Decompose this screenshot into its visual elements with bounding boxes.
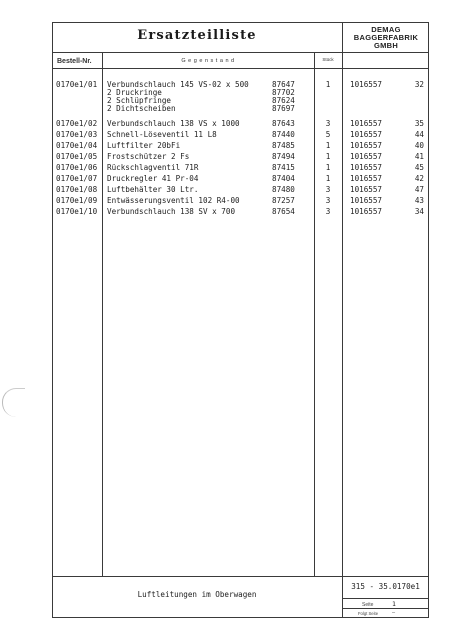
row-description: Schnell-Löseventil 11 L8 [107,130,217,139]
row-part-code: 87257 [272,196,295,205]
footer-doc-number: 315 - 35.0170e1 [351,582,420,591]
row-order-number: 0170e1/08 [56,185,98,194]
row-order-number: 0170e1/05 [56,152,98,161]
row-quantity: 3 [325,185,331,194]
row-reference: 1016557 [350,174,383,183]
row-position: 32 [414,80,424,89]
row-quantity: 1 [325,80,331,89]
row-reference: 1016557 [350,80,383,89]
row-position: 40 [414,141,424,150]
row-reference: 1016557 [350,152,383,161]
footer-seite-line [342,598,429,599]
footer-folgt-label: Folgt Seite [358,611,379,616]
row-order-number: 0170e1/04 [56,141,98,150]
footer-top-line [52,576,429,577]
row-position: 47 [414,185,424,194]
footer-description: Luftleitungen im Oberwagen [137,590,257,599]
sub-item-code: 87624 [272,96,295,105]
row-quantity: 1 [325,174,331,183]
row-position: 35 [414,119,424,128]
row-description: Luftbehälter 30 Ltr. [107,185,199,194]
footer-seite-label: Seite [362,602,374,608]
row-order-number: 0170e1/06 [56,163,98,172]
row-quantity: 3 [325,119,331,128]
row-part-code: 87654 [272,207,295,216]
header-bottom-line [52,52,429,53]
row-quantity: 3 [325,207,331,216]
row-quantity: 3 [325,196,331,205]
row-part-code: 87647 [272,80,295,89]
row-quantity: 1 [325,152,331,161]
col-divider-nr [102,52,103,576]
row-order-number: 0170e1/07 [56,174,98,183]
logo-line-1: DEMAG [371,25,401,34]
row-reference: 1016557 [350,185,383,194]
row-part-code: 87415 [272,163,295,172]
row-position: 44 [414,130,424,139]
row-description: Rückschlagventil 71R [107,163,199,172]
row-description: Verbundschlauch 145 VS-02 x 500 [107,80,249,89]
row-description: Verbundschlauch 138 VS x 1000 [107,119,240,128]
row-reference: 1016557 [350,119,383,128]
row-reference: 1016557 [350,163,383,172]
row-reference: 1016557 [350,207,383,216]
row-order-number: 0170e1/10 [56,207,98,216]
sub-item-description: 2 Schlüpfringe [107,96,172,105]
header-bestell-nr: Bestell-Nr. [57,58,92,65]
column-header-line [52,68,429,69]
row-reference: 1016557 [350,141,383,150]
footer-folgt-value: – [392,610,396,616]
row-order-number: 0170e1/01 [56,80,98,89]
row-part-code: 87494 [272,152,295,161]
logo-line-3: GMBH [373,41,399,50]
row-part-code: 87404 [272,174,295,183]
row-part-code: 87440 [272,130,295,139]
sub-item-code: 87702 [272,88,295,97]
header-gegenstand: G e g e n s t a n d [181,58,235,64]
row-part-code: 87485 [272,141,295,150]
row-description: Luftfilter 20bFi [107,141,181,150]
row-description: Verbundschlauch 138 SV x 700 [107,207,236,216]
row-position: 34 [414,207,424,216]
row-part-code: 87643 [272,119,295,128]
footer-seite-value: 1 [392,600,396,608]
row-part-code: 87480 [272,185,295,194]
row-position: 43 [414,196,424,205]
sub-item-description: 2 Druckringe [107,88,162,97]
row-quantity: 1 [325,163,331,172]
row-order-number: 0170e1/03 [56,130,98,139]
row-position: 42 [414,174,424,183]
row-description: Druckregler 41 Pr-04 [107,174,199,183]
row-position: 45 [414,163,424,172]
row-description: Frostschützer 2 Fs [107,152,190,161]
row-position: 41 [414,152,424,161]
sub-item-code: 87697 [272,104,295,113]
row-quantity: 1 [325,141,331,150]
row-quantity: 5 [325,130,331,139]
row-reference: 1016557 [350,130,383,139]
company-logo [343,26,429,50]
row-reference: 1016557 [350,196,383,205]
punch-hole-mark [2,388,25,417]
footer-folgt-line [342,608,429,609]
row-order-number: 0170e1/09 [56,196,98,205]
row-description: Entwässerungsventil 102 R4-00 [107,196,240,205]
document-title: Ersatzteilliste [137,28,257,43]
header-stueck: Stück [322,57,334,62]
col-divider-qty-right [342,52,343,576]
row-order-number: 0170e1/02 [56,119,98,128]
sub-item-description: 2 Dichtscheiben [107,104,176,113]
logo-line-2: BAGGERFABRIK [353,33,419,42]
